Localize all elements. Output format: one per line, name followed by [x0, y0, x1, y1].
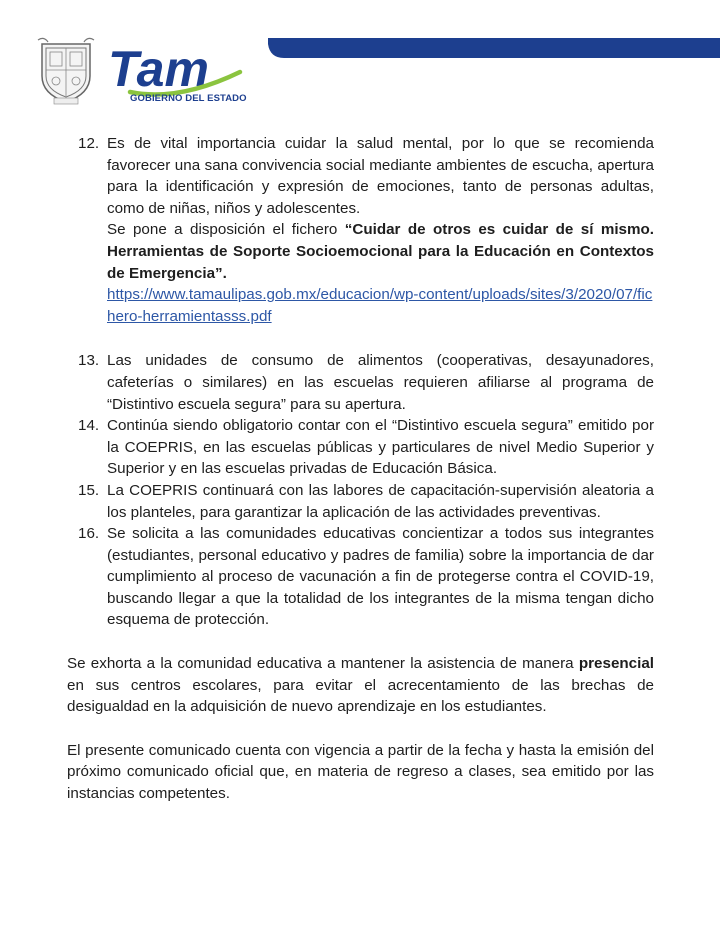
- document-body: [0, 133, 720, 805]
- list-item: [0, 350, 720, 415]
- item-text: Se solicita a las comunidades educativas concientizar a todos sus integrantes (estudiantes, personal educativo y padres de familia) sobre la importancia de dar cumplimiento al proceso de vacunación a fin de protegerse contra el COVID-19, buscando llegar a que la totalidad de los integrantes de la misma tengan dicho esquema de protección.: [107, 525, 654, 629]
- resource-link-wrap: [107, 284, 654, 327]
- list-item: [0, 480, 720, 523]
- item-text: Continúa siendo obligatorio contar con el “Distintivo escuela segura” emitido por la COEPRIS, en las escuelas públicas y particulares de nivel Medio Superior y Superior y en las escuelas privadas de Educación Básica.: [107, 417, 654, 478]
- emphasis-text: presencial: [578, 655, 654, 673]
- item-number: 12.: [78, 135, 100, 152]
- letterhead: [0, 0, 720, 110]
- item-number: 15.: [78, 481, 100, 499]
- resource-link[interactable]: https://www.tamaulipas.gob.mx/educacion/wp-content/uploads/sites/3/2020/07/fichero-herramientasss.pdf: [107, 286, 653, 325]
- list-item: [0, 523, 720, 631]
- paragraph-text: Se exhorta a la comunidad educativa a mantener la asistencia de manera: [67, 655, 579, 673]
- item-number: 16.: [78, 525, 100, 543]
- list-item: [0, 415, 720, 480]
- paragraph-text: en sus centros escolares, para evitar el acrecentamiento de las brechas de desigualdad en la adquisición de nuevo aprendizaje en los estudiantes.: [67, 676, 654, 716]
- validity-paragraph: El presente comunicado cuenta con vigencia a partir de la fecha y hasta la emisión del próximo comunicado oficial que, en materia de regreso a clases, sea emitido por las instancias competentes.: [67, 741, 654, 803]
- resource-title: “Cuidar de otros es cuidar de sí mismo. Herramientas de Soporte Socioemocional para la Educación en Contextos de Emergencia”.: [107, 221, 654, 282]
- item-text: Las unidades de consumo de alimentos (cooperativas, desayunadores, cafeterías o similares) en las escuelas requieren afiliarse al programa de “Distintivo escuela segura” para su apertura.: [107, 352, 654, 413]
- item-extra: [107, 219, 654, 284]
- item-number: 13.: [78, 352, 100, 370]
- header-band: [268, 38, 720, 58]
- item-number: 14.: [78, 417, 100, 435]
- item-text: Es de vital importancia cuidar la salud mental, por lo que se recomienda favorecer una sana convivencia social mediante ambientes de escucha, apertura para la identificación y expresión de emociones, tanto de personas adultas, como de niñas, niños y adolescentes.: [107, 135, 654, 217]
- coat-of-arms-icon: [36, 36, 96, 106]
- closing-paragraph: [0, 653, 720, 718]
- item-extra-intro: Se pone a disposición el fichero: [107, 221, 345, 239]
- list-item: [0, 133, 720, 327]
- government-subtitle: GOBIERNO DEL ESTADO: [130, 93, 247, 104]
- svg-text:Tam: Tam: [108, 41, 209, 97]
- item-text: La COEPRIS continuará con las labores de capacitación-supervisión aleatoria a los planteles, para garantizar la aplicación de las actividades preventivas.: [107, 481, 654, 521]
